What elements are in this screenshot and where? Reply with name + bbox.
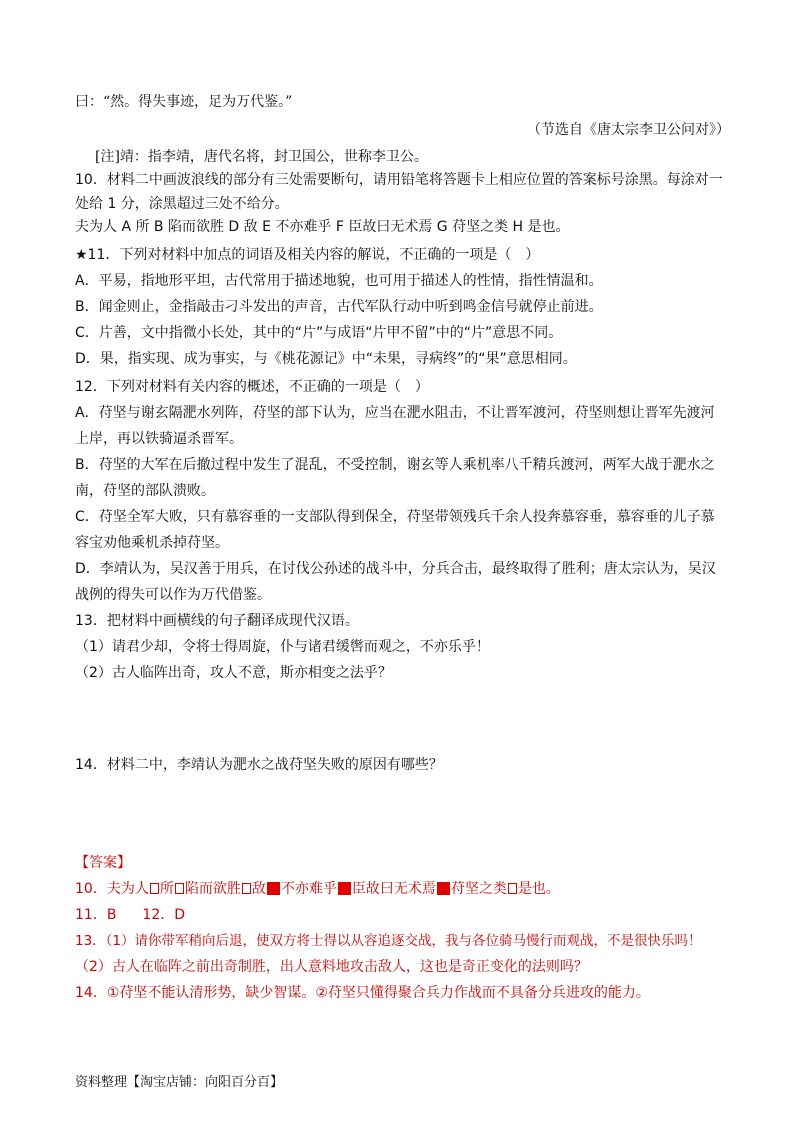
answer-10-part: 苻坚之类	[450, 881, 507, 897]
break-filled-mark	[267, 882, 280, 895]
q13-sentence-1: （1）请君少却，令将士得周旋，仆与诸君缓辔而观之，不亦乐乎！	[75, 639, 490, 655]
answer-11: 11．B	[75, 907, 117, 923]
q12-option-b-line2: 南，苻坚的部队溃败。	[75, 483, 215, 499]
q10-text-line1: 10．材料二中画波浪线的部分有三处需要断句，请用铅笔将答题卡上相应位置的答案标号涂黑。每涂对一	[75, 172, 723, 188]
q11-stem: ★11．下列对材料中加点的词语及相关内容的解说，不正确的一项是（ ）	[75, 247, 540, 263]
q12-option-c-line1: C．苻坚全军大败，只有慕容垂的一支部队得到保全，苻坚带领残兵千余人投奔慕容垂，慕容垂的儿子慕	[75, 509, 715, 525]
q12-option-a-line2: 上岸，再以铁骑逼杀晋军。	[75, 431, 243, 447]
q11-option-d: D．果，指实现、成为事实，与《桃花源记》中“未果，寻病终”的“果”意思相同。	[75, 351, 577, 367]
q11-option-b: B．闻金则止，金指敲击刁斗发出的声音，古代军队行动中听到鸣金信号就停止前进。	[75, 299, 603, 315]
q12-option-b-line1: B．苻坚的大军在后撤过程中发生了混乱，不受控制，谢玄等人乘机率八千精兵渡河，两军大战于淝水之	[75, 457, 715, 473]
q12-stem: 12．下列对材料有关内容的概述，不正确的一项是（ ）	[75, 379, 429, 395]
q10-text-line2: 处给 1 分，涂黑超过三处不给分。	[75, 196, 289, 212]
q13-sentence-2: （2）古人临阵出奇，攻人不意，斯亦相变之法乎？	[75, 665, 392, 681]
answer-10-part: 不亦难乎	[280, 881, 337, 897]
break-filled-mark	[437, 882, 450, 895]
break-box-mark	[508, 883, 517, 894]
source-citation: （节选自《唐太宗李卫公问对》）	[527, 122, 730, 138]
footer-source: 资料整理【淘宝店铺：向阳百分百】	[75, 1075, 284, 1090]
break-box-mark	[242, 883, 251, 894]
answer-13-1: 13．（1）请你带军稍向后退，使双方将士得以从容追逐交战，我与各位骑马慢行而观战，不是很快乐吗！	[75, 933, 702, 949]
answer-10-part: 10．夫为人	[75, 881, 149, 897]
break-box-mark	[175, 883, 184, 894]
answer-10-part: 陷而欲胜	[184, 881, 241, 897]
q10-options: 夫为人 A 所 B 陷而欲胜 D 敌 E 不亦难乎 F 臣故曰无术焉 G 苻坚之类 H 是也。	[75, 219, 570, 235]
break-filled-mark	[338, 882, 351, 895]
answer-10-part: 是也。	[517, 881, 560, 897]
q13-stem: 13．把材料中画横线的句子翻译成现代汉语。	[75, 613, 359, 629]
q12-option-d-line2: 战例的得失可以作为万代借鉴。	[75, 587, 271, 603]
break-box-mark	[150, 883, 159, 894]
q11-option-c: C．片善，文中指微小长处，其中的“片”与成语“片甲不留”中的“片”意思不同。	[75, 325, 563, 341]
answer-12: 12．D	[142, 907, 186, 923]
answer-10-part: 臣故曰无术焉	[351, 881, 436, 897]
q12-option-c-line2: 容宝劝他乘机杀掉苻坚。	[75, 535, 229, 551]
answer-10-part: 敌	[251, 881, 266, 897]
q12-option-a-line1: A．苻坚与谢玄隔淝水列阵，苻坚的部下认为，应当在淝水阻击，不让晋军渡河，苻坚则想让晋军先渡河	[75, 405, 715, 421]
annotation-note: [注]靖：指李靖，唐代名将，封卫国公，世称李卫公。	[95, 149, 428, 165]
q11-option-a: A．平易，指地形平坦，古代常用于描述地貌，也可用于描述人的性情，指性情温和。	[75, 273, 603, 289]
q12-option-d-line1: D．李靖认为，吴汉善于用兵，在讨伐公孙述的战斗中，分兵合击，最终取得了胜利；唐太宗认为，吴汉	[75, 561, 716, 577]
answer-13-2: （2）古人在临阵之前出奇制胜，出人意料地攻击敌人，这也是奇正变化的法则吗？	[75, 959, 588, 975]
answer-11-12	[75, 905, 725, 925]
quote-line: 曰：“然。得失事迹，足为万代鉴。”	[75, 94, 293, 110]
answer-10	[75, 879, 725, 899]
answer-10-part: 所	[159, 881, 174, 897]
q14-stem: 14．材料二中，李靖认为淝水之战苻坚失败的原因有哪些？	[75, 757, 443, 773]
answer-14: 14．①苻坚不能认清形势，缺少智谋。②苻坚只懂得聚合兵力作战而不具备分兵进攻的能力。	[75, 985, 650, 1001]
answer-header: 【答案】	[75, 855, 131, 871]
